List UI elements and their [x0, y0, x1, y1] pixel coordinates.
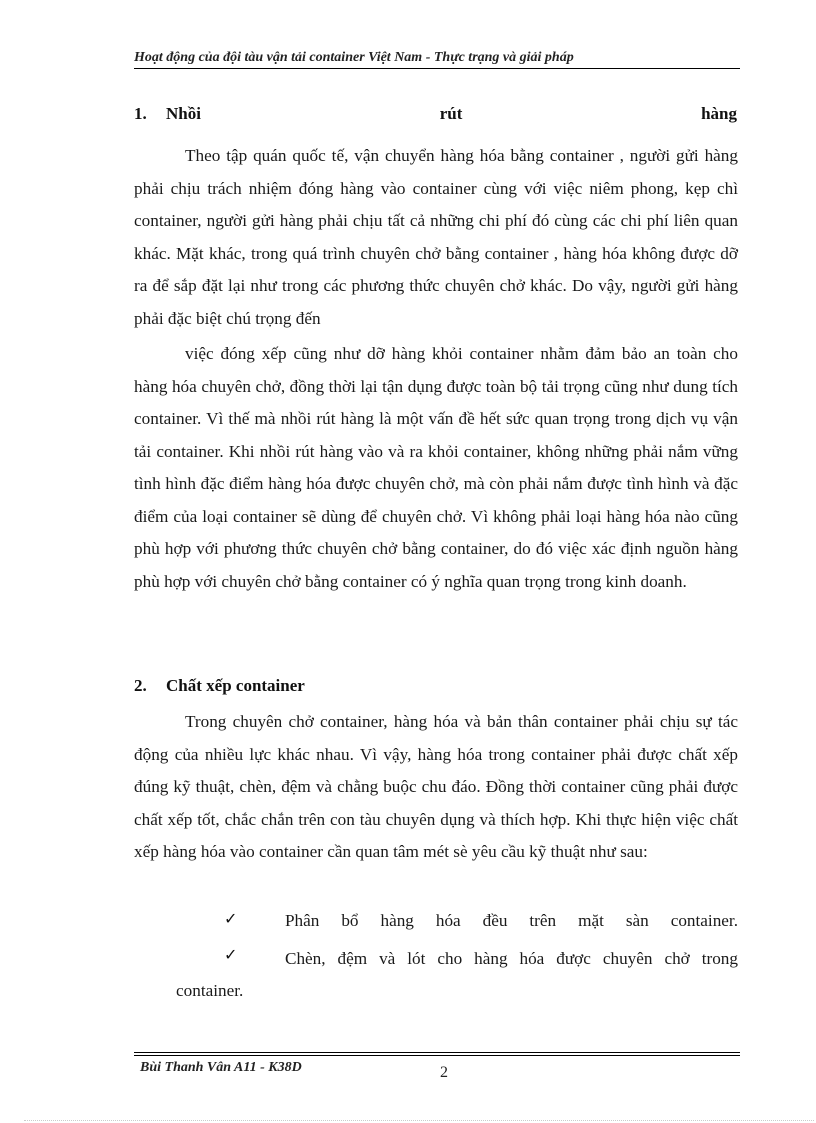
check-icon: ✓ [224, 911, 238, 928]
list-item-2: Chèn, đệm và lót cho hàng hóa được chuyên chở trong [285, 949, 738, 968]
check-icon: ✓ [224, 947, 238, 964]
section-1-number: 1. [134, 104, 147, 123]
section-2-paragraph-1: Trong chuyên chở container, hàng hóa và bản thân container phải chịu sự tác động của nhiều lực khác nhau. Vì vậy, hàng hóa trong container phải được chất xếp đúng kỹ thuật, chèn, đệm và chằng buộc chu đáo. Đồng thời container cũng phải được chất xếp tốt, chắc chắn trên con tàu chuyên dụng và thích hợp. Khi thực hiện việc chất xếp hàng hóa vào container cần quan tâm mét sè yêu cầu kỹ thuật như sau: [134, 712, 738, 861]
footer-rule [134, 1055, 740, 1056]
section-2-number: 2. [134, 676, 147, 695]
section-2-title: Chất xếp container [166, 676, 305, 695]
footer-rule [134, 1052, 740, 1053]
section-1-word-3: hàng [701, 104, 737, 123]
list-item-1: Phân bổ hàng hóa đều trên mặt sàn container. [285, 911, 738, 930]
header-rule [134, 68, 740, 69]
page-number: 2 [440, 1064, 448, 1081]
section-1-paragraph-2: việc đóng xếp cũng như dỡ hàng khỏi container nhằm đảm bảo an toàn cho hàng hóa chuyên chở, đồng thời lại tận dụng được toàn bộ tải trọng cũng như dung tích container. Vì thế mà nhồi rút hàng là một vấn đề hết sức quan trọng trong dịch vụ vận tải container. Khi nhồi rút hàng vào và ra khỏi container, không những phải nắm vững tình hình đặc điểm hàng hóa được chuyên chở, mà còn phải nắm được tình hình và đặc điểm của loại container sẽ dùng để chuyên chở. Vì không phải loại hàng hóa nào cũng phù hợp với phương thức chuyên chở bằng container, do đó việc xác định nguồn hàng phù hợp với chuyên chở bằng container có ý nghĩa quan trọng trong kinh doanh. [134, 344, 738, 591]
list-item-2-continuation: container. [176, 981, 244, 1000]
section-1-word-2: rút [439, 104, 463, 123]
section-2-heading [134, 676, 305, 696]
section-1-heading [134, 104, 737, 124]
footer-author: Bùi Thanh Vân A11 - K38D [140, 1060, 302, 1075]
section-1-paragraph-1: Theo tập quán quốc tế, vận chuyển hàng hóa bằng container , người gửi hàng phải chịu trách nhiệm đóng hàng vào container cùng với việc niêm phong, kẹp chì container, người gửi hàng phải chịu tất cả những chi phí đó cùng các chi phí liên quan khác. Mặt khác, trong quá trình chuyên chở bằng container , hàng hóa không được dỡ ra để sắp đặt lại như trong các phương thức chuyên chở khác. Do vậy, người gửi hàng phải đặc biệt chú trọng đến [134, 146, 738, 328]
page-edge-dotted-line [24, 1120, 814, 1121]
page-header: Hoạt động của đội tàu vận tải container Việt Nam - Thực trạng và giải pháp [134, 50, 574, 65]
section-1-word-1: Nhồi [166, 104, 201, 123]
